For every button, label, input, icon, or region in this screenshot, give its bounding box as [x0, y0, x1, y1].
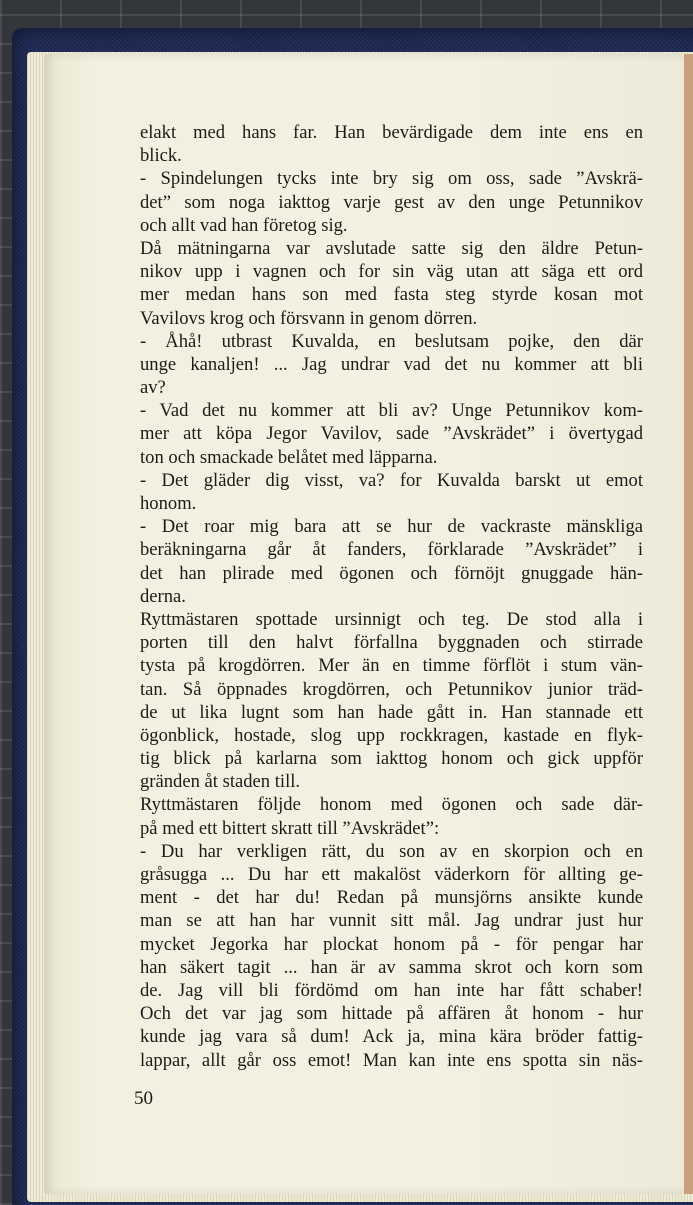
text-line: beräkningarna går åt fanders, förklarade ”Avskrädet” i — [140, 539, 643, 561]
text-line: det” som noga iakttog varje gest av den unge Petunnikov — [140, 191, 643, 213]
text-line: det han plirade med ögonen och förnöjt gnuggade hän- — [140, 562, 643, 584]
text-line: unge kanaljen! ... Jag undrar vad det nu kommer att bli — [140, 353, 643, 375]
text-line: porten till den halvt förfallna byggnaden och stirrade — [140, 632, 643, 654]
text-line: - Vad det nu kommer att bli av? Unge Petunnikov kom- — [140, 400, 643, 422]
text-line: tysta på krogdörren. Mer än en timme förflöt i stum vän- — [140, 655, 643, 677]
text-line: - Du har verkligen rätt, du son av en skorpion och en — [140, 840, 643, 862]
text-line: Ryttmästaren följde honom med ögonen och sade där- — [140, 794, 643, 816]
text-line: Då mätningarna var avslutade satte sig den äldre Petun- — [140, 237, 643, 259]
text-line: kunde jag vara så dum! Ack ja, mina kära bröder fattig- — [140, 1026, 643, 1048]
text-line: lappar, allt går oss emot! Man kan inte ens spotta sin näs- — [140, 1049, 643, 1071]
text-line: - Spindelungen tycks inte bry sig om oss, sade ”Avskrä- — [140, 168, 643, 190]
text-line: på med ett bittert skratt till ”Avskrädet”: — [140, 817, 440, 839]
text-line: derna. — [140, 585, 186, 607]
text-line: - Det roar mig bara att se hur de vackraste mänskliga — [140, 516, 643, 538]
text-line: elakt med hans far. Han bevärdigade dem inte ens en — [140, 122, 643, 143]
page-number: 50 — [134, 1088, 153, 1109]
text-line: mer medan hans son med fasta steg styrde kosan mot — [140, 284, 643, 306]
text-line: ment - det har du! Redan på munsjörns ansikte kunde — [140, 887, 643, 909]
text-line: av? — [140, 377, 166, 399]
text-line: tan. Så öppnades krogdörren, och Petunnikov junior träd- — [140, 678, 643, 700]
text-line: nikov upp i vagnen och for sin väg utan att säga ett ord — [140, 261, 643, 283]
text-line: honom. — [140, 493, 197, 514]
text-line: ögonblick, hostade, slog upp rockkragen, kastade en flyk- — [140, 724, 643, 746]
text-line: ton och smackade belåtet med läpparna. — [140, 446, 438, 468]
text-line: Vavilovs krog och försvann in genom dörren. — [140, 307, 478, 329]
page-edge-strip — [684, 54, 693, 1194]
text-line: mer att köpa Jegor Vavilov, sade ”Avskrädet” i övertygad — [140, 423, 643, 445]
text-line: - Åhå! utbrast Kuvalda, en beslutsam pojke, den där — [140, 330, 643, 352]
text-line: blick. — [140, 145, 182, 167]
text-line: och allt vad han företog sig. — [140, 214, 348, 236]
text-line: - Det gläder dig visst, va? for Kuvalda barskt ut emot — [140, 469, 643, 491]
text-line: han säkert tagit ... han är av samma skrot och korn som — [140, 956, 643, 978]
text-line: Och det var jag som hittade på affären åt honom - hur — [140, 1003, 643, 1025]
body-text — [140, 121, 643, 1072]
text-line: Ryttmästaren spottade ursinnigt och teg. De stod alla i — [140, 608, 643, 630]
text-line: mycket Jegorka har plockat honom på - för pengar har — [140, 933, 643, 955]
text-line: de. Jag vill bli fördömd om han inte har fått schaber! — [140, 979, 643, 1001]
text-line: man se att han har vunnit sitt mål. Jag undrar just hur — [140, 910, 643, 932]
text-line: gråsugga ... Du har ett makalöst väderkorn för allting ge- — [140, 864, 643, 885]
text-line: gränden åt staden till. — [140, 771, 301, 793]
text-line: de ut lika lugnt som han hade gått in. Han stannade ett — [140, 701, 643, 723]
text-line: tig blick på karlarna som iakttog honom och gick uppför — [140, 748, 643, 770]
